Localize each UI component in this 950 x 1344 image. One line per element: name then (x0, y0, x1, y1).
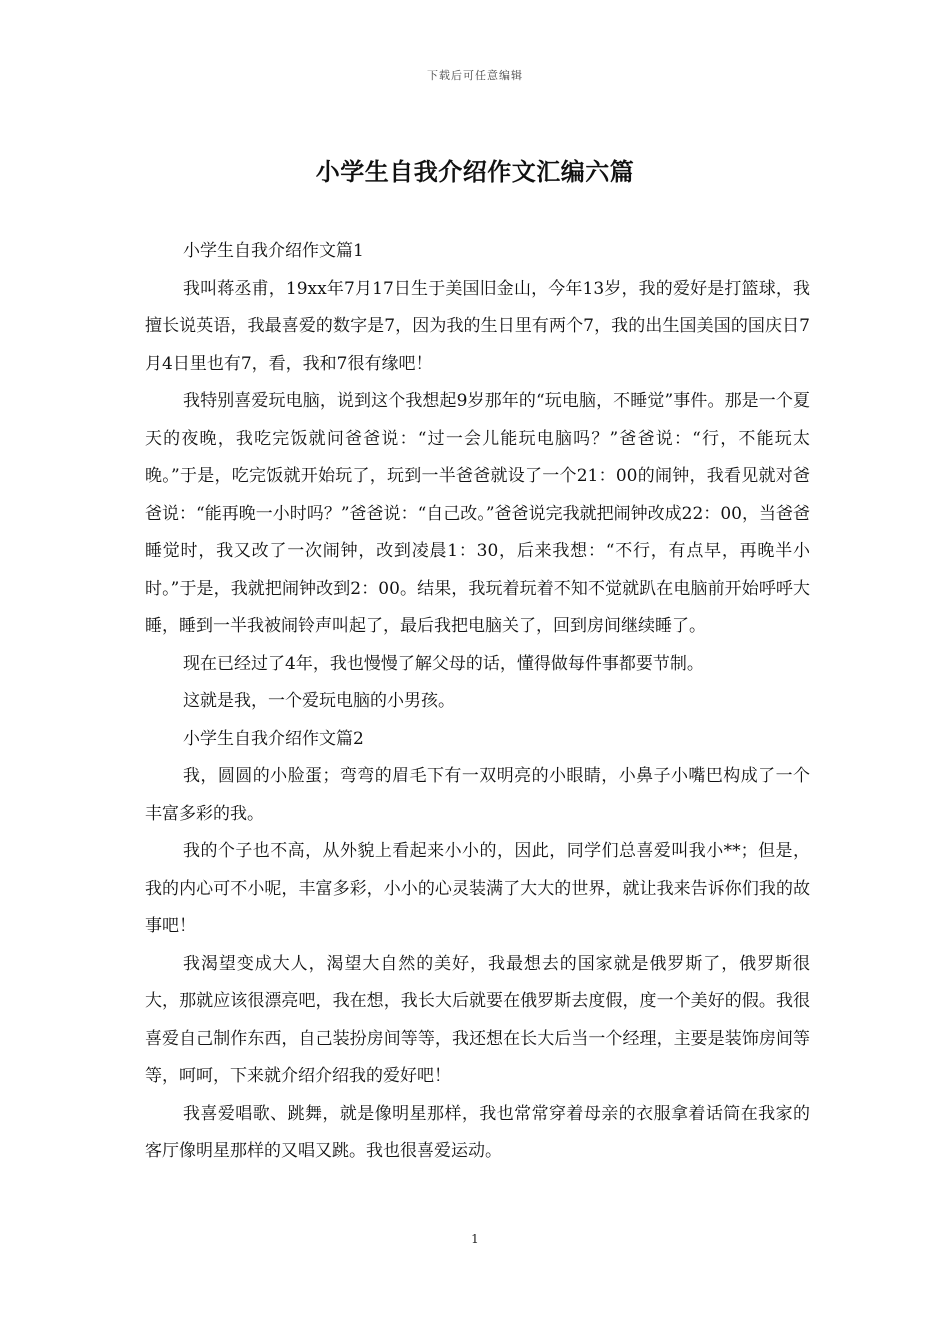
paragraph: 这就是我，一个爱玩电脑的小男孩。 (183, 691, 455, 711)
paragraph: 我特别喜爱玩电脑，说到这个我想起9岁那年的“玩电脑，不睡觉”事件。那是一个夏天的夜晚，我吃完饭就问爸爸说：“过一会儿能玩电脑吗？”爸爸说：“行，不能玩太晚。”于是，吃完饭就开始玩了，玩到一半爸爸就设了一个21：00的闹钟，我看见就对爸爸说：“能再晚一小时吗？”爸爸说：“自己改。”爸爸说完我就把闹钟改成22：00，当爸爸睡觉时，我又改了一次闹钟，改到凌晨1：30，后来我想：“不行，有点早，再晚半小时。”于是，我就把闹钟改到2：00。结果，我玩着玩着不知不觉就趴在电脑前开始呼呼大睡，睡到一半我被闹铃声叫起了，最后我把电脑关了，回到房间继续睡了。 (145, 391, 810, 636)
document-title: 小学生自我介绍作文汇编六篇 (315, 157, 635, 186)
paragraph: 我，圆圆的小脸蛋；弯弯的眉毛下有一双明亮的小眼睛，小鼻子小嘴巴构成了一个丰富多彩的我。 (145, 766, 810, 824)
page-header-note: 下载后可任意编辑 (427, 69, 523, 82)
paragraph: 我叫蒋丞甫，19xx年7月17日生于美国旧金山，今年13岁，我的爱好是打篮球，我擅长说英语，我最喜爱的数字是7，因为我的生日里有两个7，我的出生国美国的国庆日7月4日里也有7，看，我和7很有缘吧！ (145, 278, 810, 374)
paragraph: 我渴望变成大人，渴望大自然的美好，我最想去的国家就是俄罗斯了，俄罗斯很大，那就应该很漂亮吧，我在想，我长大后就要在俄罗斯去度假，度一个美好的假。我很喜爱自己制作东西，自己装扮房间等等，我还想在长大后当一个经理，主要是装饰房间等等，呵呵，下来就介绍介绍我的爱好吧！ (145, 953, 810, 1086)
section-heading-2: 小学生自我介绍作文篇2 (183, 728, 364, 749)
page-number: 1 (471, 1232, 479, 1246)
section-heading-1: 小学生自我介绍作文篇1 (183, 241, 364, 261)
paragraph: 现在已经过了4年，我也慢慢了解父母的话，懂得做每件事都要节制。 (183, 653, 704, 674)
paragraph: 我喜爱唱歌、跳舞，就是像明星那样，我也常常穿着母亲的衣服拿着话筒在我家的客厅像明星那样的又唱又跳。我也很喜爱运动。 (145, 1103, 810, 1161)
document-body (145, 233, 810, 1171)
paragraph: 我的个子也不高，从外貌上看起来小小的，因此，同学们总喜爱叫我小**；但是，我的内心可不小呢，丰富多彩，小小的心灵装满了大大的世界，就让我来告诉你们我的故事吧！ (145, 841, 810, 936)
